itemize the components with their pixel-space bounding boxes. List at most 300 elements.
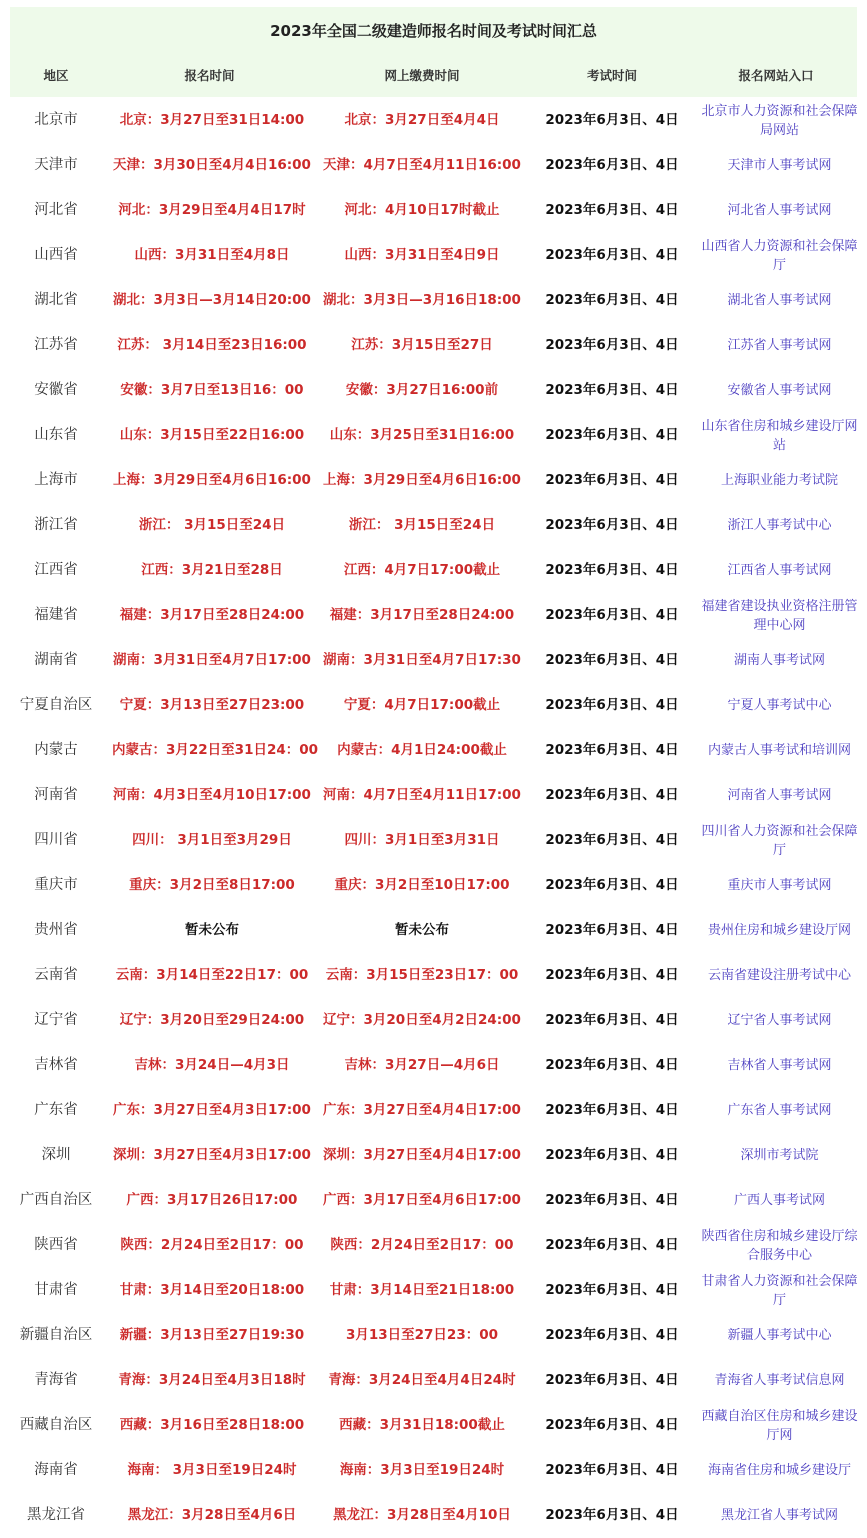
column-header-row <box>0 66 867 90</box>
exam-time-cell <box>532 98 692 143</box>
payment-time: 宁夏：4月7日17:00截止 <box>343 697 501 713</box>
exam-time-cell <box>532 1178 692 1223</box>
website-link[interactable]: 重庆市人事考试网 <box>727 878 832 893</box>
website-link[interactable]: 宁夏人事考试中心 <box>727 698 832 713</box>
website-link-cell[interactable] <box>692 1493 867 1538</box>
registration-time: 广东：3月27日至4月3日17:00 <box>113 1102 311 1118</box>
website-link-cell[interactable] <box>692 998 867 1043</box>
website-link[interactable]: 西藏自治区住房和城乡建设厅网 <box>701 1408 858 1443</box>
exam-time-cell <box>532 323 692 368</box>
payment-time-cell <box>312 773 532 818</box>
region-cell <box>0 1133 112 1178</box>
payment-time-cell <box>312 638 532 683</box>
registration-time-cell <box>112 413 312 458</box>
region-cell <box>0 548 112 593</box>
region-cell <box>0 908 112 953</box>
website-link[interactable]: 云南省建设注册考试中心 <box>707 968 851 983</box>
exam-time: 2023年6月3日、4日 <box>545 787 679 803</box>
region-name: 河南省 <box>34 787 78 803</box>
exam-time-cell <box>532 593 692 638</box>
payment-time: 广西：3月17日至4月6日17:00 <box>323 1192 521 1208</box>
payment-time: 山东：3月25日至31日16:00 <box>329 427 515 443</box>
website-link-cell[interactable] <box>692 503 867 548</box>
exam-time: 2023年6月3日、4日 <box>545 607 679 623</box>
payment-time-cell <box>312 188 532 233</box>
payment-time-cell <box>312 1133 532 1178</box>
exam-time-cell <box>532 773 692 818</box>
website-link[interactable]: 浙江人事考试中心 <box>727 518 832 533</box>
exam-time: 2023年6月3日、4日 <box>545 112 679 128</box>
payment-time-cell <box>312 323 532 368</box>
exam-time: 2023年6月3日、4日 <box>545 1462 679 1478</box>
exam-time: 2023年6月3日、4日 <box>545 1417 679 1433</box>
table-row <box>0 278 867 323</box>
schedule-table <box>0 98 867 1538</box>
website-link[interactable]: 甘肃省人力资源和社会保障厅 <box>701 1273 858 1308</box>
website-link[interactable]: 新疆人事考试中心 <box>727 1328 832 1343</box>
payment-time-cell <box>312 1088 532 1133</box>
website-link-cell[interactable] <box>692 1313 867 1358</box>
region-cell <box>0 998 112 1043</box>
region-cell <box>0 413 112 458</box>
exam-time-cell <box>532 1403 692 1448</box>
region-name: 辽宁省 <box>34 1012 78 1028</box>
table-row <box>0 818 867 863</box>
payment-time: 重庆：3月2日至10日17:00 <box>334 877 510 893</box>
website-link-cell[interactable] <box>692 593 867 638</box>
payment-time-cell <box>312 1223 532 1268</box>
website-link[interactable]: 吉林省人事考试网 <box>727 1058 832 1073</box>
payment-time: 西藏：3月31日18:00截止 <box>339 1417 505 1433</box>
region-cell <box>0 1088 112 1133</box>
payment-time-cell <box>312 593 532 638</box>
payment-time: 青海：3月24日至4月4日24时 <box>328 1372 516 1388</box>
payment-time-cell <box>312 863 532 908</box>
exam-time-cell <box>532 503 692 548</box>
region-cell <box>0 458 112 503</box>
registration-time-cell <box>112 1268 312 1313</box>
payment-time: 江西：4月7日17:00截止 <box>343 562 501 578</box>
registration-time: 海南： 3月3日至19日24时 <box>127 1462 297 1478</box>
website-link-cell[interactable] <box>692 953 867 998</box>
region-cell <box>0 953 112 998</box>
registration-time: 福建：3月17日至28日24:00 <box>119 607 305 623</box>
website-link[interactable]: 青海省人事考试信息网 <box>714 1373 845 1388</box>
exam-time-cell <box>532 683 692 728</box>
exam-time: 2023年6月3日、4日 <box>545 1147 679 1163</box>
registration-time-cell <box>112 593 312 638</box>
website-link[interactable]: 广西人事考试网 <box>733 1193 825 1208</box>
region-name: 贵州省 <box>34 922 78 938</box>
region-cell <box>0 818 112 863</box>
column-header-exam: 考试时间 <box>586 68 637 83</box>
exam-time-cell <box>532 728 692 773</box>
registration-time-cell <box>112 1493 312 1538</box>
registration-time-cell <box>112 548 312 593</box>
payment-time-cell <box>312 233 532 278</box>
payment-time: 内蒙古：4月1日24:00截止 <box>337 742 507 758</box>
table-row <box>0 998 867 1043</box>
exam-time-cell <box>532 548 692 593</box>
website-link[interactable]: 北京市人力资源和社会保障局网站 <box>701 103 858 138</box>
website-link-cell[interactable] <box>692 728 867 773</box>
website-link[interactable]: 四川省人力资源和社会保障厅 <box>701 823 858 858</box>
exam-time: 2023年6月3日、4日 <box>545 562 679 578</box>
region-name: 吉林省 <box>34 1057 78 1073</box>
table-row <box>0 593 867 638</box>
website-link[interactable]: 河北省人事考试网 <box>727 203 832 218</box>
region-cell <box>0 368 112 413</box>
registration-time: 湖南：3月31日至4月7日17:00 <box>113 652 311 668</box>
table-row <box>0 728 867 773</box>
region-cell <box>0 593 112 638</box>
website-link[interactable]: 辽宁省人事考试网 <box>727 1013 832 1028</box>
exam-time-cell <box>532 1448 692 1493</box>
table-row <box>0 1268 867 1313</box>
exam-time-cell <box>532 143 692 188</box>
website-link-cell[interactable] <box>692 98 867 143</box>
table-row <box>0 233 867 278</box>
exam-time: 2023年6月3日、4日 <box>545 337 679 353</box>
payment-time: 河北：4月10日17时截止 <box>344 202 500 218</box>
website-link-cell[interactable] <box>692 863 867 908</box>
registration-time: 江西：3月21日至28日 <box>141 562 283 578</box>
region-name: 海南省 <box>34 1462 78 1478</box>
payment-time-cell <box>312 278 532 323</box>
exam-time-cell <box>532 1043 692 1088</box>
payment-time-cell <box>312 503 532 548</box>
website-link[interactable]: 深圳市考试院 <box>740 1148 819 1163</box>
website-link-cell[interactable] <box>692 1358 867 1403</box>
exam-time-cell <box>532 1313 692 1358</box>
registration-time-cell <box>112 1178 312 1223</box>
registration-time-cell <box>112 1133 312 1178</box>
exam-time: 2023年6月3日、4日 <box>545 1282 679 1298</box>
registration-time: 山西：3月31日至4月8日 <box>134 247 290 263</box>
registration-time: 四川： 3月1日至3月29日 <box>132 832 292 848</box>
payment-time-cell <box>312 818 532 863</box>
page-title: 2023年全国二级建造师报名时间及考试时间汇总 <box>270 22 597 40</box>
region-cell <box>0 863 112 908</box>
exam-time-cell <box>532 233 692 278</box>
registration-time-cell <box>112 143 312 188</box>
website-link-cell[interactable] <box>692 323 867 368</box>
website-link[interactable]: 江苏省人事考试网 <box>727 338 832 353</box>
registration-time: 河南：4月3日至4月10日17:00 <box>113 787 311 803</box>
region-name: 新疆自治区 <box>19 1327 93 1343</box>
payment-time-cell <box>312 1358 532 1403</box>
region-cell <box>0 1043 112 1088</box>
table-row <box>0 503 867 548</box>
registration-time-cell <box>112 953 312 998</box>
table-row <box>0 143 867 188</box>
payment-time: 3月13日至27日23：00 <box>345 1327 499 1343</box>
table-row <box>0 1448 867 1493</box>
registration-time-cell <box>112 638 312 683</box>
payment-time: 浙江： 3月15日至24日 <box>348 517 496 533</box>
payment-time: 四川：3月1日至3月31日 <box>344 832 500 848</box>
registration-time-cell <box>112 233 312 278</box>
region-cell <box>0 98 112 143</box>
payment-time-cell <box>312 1313 532 1358</box>
payment-time-cell <box>312 1043 532 1088</box>
exam-time-cell <box>532 953 692 998</box>
website-link-cell[interactable] <box>692 1403 867 1448</box>
website-link-cell[interactable] <box>692 1178 867 1223</box>
payment-time-cell <box>312 1178 532 1223</box>
registration-time: 安徽：3月7日至13日16：00 <box>120 382 304 398</box>
registration-time-cell <box>112 683 312 728</box>
table-row <box>0 323 867 368</box>
registration-time: 黑龙江：3月28日至4月6日 <box>127 1507 297 1523</box>
exam-time: 2023年6月3日、4日 <box>545 1327 679 1343</box>
website-link-cell[interactable] <box>692 548 867 593</box>
website-link[interactable]: 陕西省住房和城乡建设厅综合服务中心 <box>701 1228 858 1263</box>
schedule-table-body <box>0 98 867 1538</box>
website-link-cell[interactable] <box>692 638 867 683</box>
website-link[interactable]: 江西省人事考试网 <box>727 563 832 578</box>
website-link[interactable]: 湖北省人事考试网 <box>727 293 832 308</box>
payment-time: 广东：3月27日至4月4日17:00 <box>323 1102 521 1118</box>
website-link-cell[interactable] <box>692 278 867 323</box>
region-cell <box>0 1223 112 1268</box>
payment-time-cell <box>312 1268 532 1313</box>
payment-time-cell <box>312 1448 532 1493</box>
region-name: 北京市 <box>34 112 78 128</box>
website-link-cell[interactable] <box>692 773 867 818</box>
region-cell <box>0 773 112 818</box>
website-link[interactable]: 海南省住房和城乡建设厅 <box>707 1463 851 1478</box>
exam-time: 2023年6月3日、4日 <box>545 1372 679 1388</box>
region-name: 广西自治区 <box>19 1192 93 1208</box>
column-header-region: 地区 <box>43 68 69 83</box>
registration-time: 新疆：3月13日至27日19:30 <box>119 1327 305 1343</box>
website-link[interactable]: 内蒙古人事考试和培训网 <box>707 743 851 758</box>
website-link[interactable]: 河南省人事考试网 <box>727 788 832 803</box>
region-name: 安徽省 <box>34 382 78 398</box>
registration-time-cell <box>112 1358 312 1403</box>
region-cell <box>0 188 112 233</box>
registration-time: 浙江： 3月15日至24日 <box>138 517 286 533</box>
registration-time-cell <box>112 1223 312 1268</box>
payment-time-cell <box>312 368 532 413</box>
payment-time: 陕西：2月24日至2日17：00 <box>330 1237 514 1253</box>
website-link-cell[interactable] <box>692 1133 867 1178</box>
registration-time: 江苏： 3月14日至23日16:00 <box>117 337 307 353</box>
payment-time-cell <box>312 1493 532 1538</box>
registration-time-cell <box>112 998 312 1043</box>
registration-time: 山东：3月15日至22日16:00 <box>119 427 305 443</box>
registration-time: 重庆：3月2日至8日17:00 <box>129 877 295 893</box>
registration-time-cell <box>112 1088 312 1133</box>
website-link[interactable]: 天津市人事考试网 <box>727 158 832 173</box>
table-row <box>0 1133 867 1178</box>
region-name: 西藏自治区 <box>19 1417 93 1433</box>
website-link[interactable]: 福建省建设执业资格注册管理中心网 <box>701 598 858 633</box>
website-link-cell[interactable] <box>692 1223 867 1268</box>
payment-time-cell <box>312 1403 532 1448</box>
table-row <box>0 1493 867 1538</box>
website-link[interactable]: 黑龙江省人事考试网 <box>720 1508 838 1523</box>
table-row <box>0 1403 867 1448</box>
website-link[interactable]: 安徽省人事考试网 <box>727 383 832 398</box>
region-cell <box>0 1178 112 1223</box>
table-row <box>0 413 867 458</box>
exam-time: 2023年6月3日、4日 <box>545 967 679 983</box>
website-link-cell[interactable] <box>692 143 867 188</box>
region-name: 山东省 <box>34 427 78 443</box>
table-row <box>0 683 867 728</box>
exam-time: 2023年6月3日、4日 <box>545 742 679 758</box>
website-link[interactable]: 广东省人事考试网 <box>727 1103 832 1118</box>
exam-time-cell <box>532 1493 692 1538</box>
table-row <box>0 1178 867 1223</box>
exam-time: 2023年6月3日、4日 <box>545 202 679 218</box>
website-link-cell[interactable] <box>692 1448 867 1493</box>
website-link-cell[interactable] <box>692 1088 867 1133</box>
region-name: 湖南省 <box>34 652 78 668</box>
website-link[interactable]: 上海职业能力考试院 <box>720 473 838 488</box>
website-link-cell[interactable] <box>692 1043 867 1088</box>
registration-time-cell <box>112 368 312 413</box>
registration-time: 天津：3月30日至4月4日16:00 <box>113 157 311 173</box>
registration-time-cell <box>112 503 312 548</box>
table-row <box>0 368 867 413</box>
column-header-payment: 网上缴费时间 <box>384 68 460 83</box>
exam-time-cell <box>532 818 692 863</box>
website-link-cell[interactable] <box>692 413 867 458</box>
exam-time: 2023年6月3日、4日 <box>545 697 679 713</box>
exam-time: 2023年6月3日、4日 <box>545 1237 679 1253</box>
website-link[interactable]: 湖南人事考试网 <box>733 653 825 668</box>
website-link-cell[interactable] <box>692 458 867 503</box>
payment-time: 暂未公布 <box>395 922 449 938</box>
website-link-cell[interactable] <box>692 908 867 953</box>
region-name: 青海省 <box>34 1372 78 1388</box>
column-header-website: 报名网站入口 <box>738 68 814 83</box>
region-cell <box>0 683 112 728</box>
registration-time: 云南：3月14日至22日17：00 <box>115 967 309 983</box>
website-link-cell[interactable] <box>692 1268 867 1313</box>
region-name: 深圳 <box>41 1147 71 1163</box>
exam-time: 2023年6月3日、4日 <box>545 247 679 263</box>
exam-time: 2023年6月3日、4日 <box>545 382 679 398</box>
region-name: 云南省 <box>34 967 78 983</box>
registration-time-cell <box>112 728 319 773</box>
table-row <box>0 98 867 143</box>
payment-time-cell <box>312 98 532 143</box>
website-link-cell[interactable] <box>692 368 867 413</box>
payment-time: 深圳：3月27日至4月4日17:00 <box>323 1147 521 1163</box>
region-name: 上海市 <box>34 472 78 488</box>
region-cell <box>0 1313 112 1358</box>
region-cell <box>0 503 112 548</box>
registration-time-cell <box>112 1043 312 1088</box>
registration-time-cell <box>112 278 312 323</box>
table-row <box>0 1358 867 1403</box>
registration-time: 陕西：2月24日至2日17：00 <box>120 1237 304 1253</box>
exam-time: 2023年6月3日、4日 <box>545 427 679 443</box>
payment-time: 安徽：3月27日16:00前 <box>345 382 499 398</box>
exam-time-cell <box>532 908 692 953</box>
website-link[interactable]: 山西省人力资源和社会保障厅 <box>701 238 858 273</box>
website-link[interactable]: 山东省住房和城乡建设厅网站 <box>701 418 858 453</box>
region-cell <box>0 1358 112 1403</box>
registration-time: 甘肃：3月14日至20日18:00 <box>119 1282 305 1298</box>
payment-time-cell <box>312 728 532 773</box>
website-link-cell[interactable] <box>692 233 867 278</box>
website-link[interactable]: 贵州住房和城乡建设厅网 <box>707 923 851 938</box>
region-name: 福建省 <box>34 607 78 623</box>
website-link-cell[interactable] <box>692 683 867 728</box>
exam-time: 2023年6月3日、4日 <box>545 472 679 488</box>
website-link-cell[interactable] <box>692 818 867 863</box>
region-name: 湖北省 <box>34 292 78 308</box>
exam-time: 2023年6月3日、4日 <box>545 1012 679 1028</box>
payment-time: 甘肃：3月14日至21日18:00 <box>329 1282 515 1298</box>
payment-time: 山西：3月31日至4日9日 <box>344 247 500 263</box>
registration-time-cell <box>112 818 312 863</box>
registration-time: 宁夏：3月13日至27日23:00 <box>119 697 305 713</box>
exam-time-cell <box>532 413 692 458</box>
exam-time: 2023年6月3日、4日 <box>545 157 679 173</box>
table-row <box>0 1088 867 1133</box>
payment-time-cell <box>312 413 532 458</box>
payment-time: 江苏：3月15日至27日 <box>351 337 493 353</box>
website-link-cell[interactable] <box>692 188 867 233</box>
region-cell <box>0 278 112 323</box>
payment-time: 海南：3月3日至19日24时 <box>339 1462 505 1478</box>
exam-time: 2023年6月3日、4日 <box>545 1102 679 1118</box>
registration-time: 暂未公布 <box>185 922 239 938</box>
region-name: 内蒙古 <box>34 742 78 758</box>
payment-time: 湖北：3月3日—3月16日18:00 <box>323 292 521 308</box>
table-row <box>0 188 867 233</box>
region-name: 广东省 <box>34 1102 78 1118</box>
region-name: 江西省 <box>34 562 78 578</box>
exam-time-cell <box>532 1223 692 1268</box>
exam-time: 2023年6月3日、4日 <box>545 292 679 308</box>
region-name: 重庆市 <box>34 877 78 893</box>
exam-time: 2023年6月3日、4日 <box>545 517 679 533</box>
payment-time-cell <box>312 908 532 953</box>
payment-time-cell <box>312 143 532 188</box>
exam-time-cell <box>532 1268 692 1313</box>
table-row <box>0 908 867 953</box>
table-row <box>0 1043 867 1088</box>
exam-time: 2023年6月3日、4日 <box>545 1507 679 1523</box>
payment-time-cell <box>312 998 532 1043</box>
exam-time-cell <box>532 188 692 233</box>
exam-time-cell <box>532 638 692 683</box>
registration-time: 广西：3月17日26日17:00 <box>126 1192 298 1208</box>
exam-time: 2023年6月3日、4日 <box>545 877 679 893</box>
exam-time-cell <box>532 1133 692 1178</box>
exam-time-cell <box>532 458 692 503</box>
registration-time-cell <box>112 323 312 368</box>
column-header-registration: 报名时间 <box>184 68 235 83</box>
region-cell <box>0 143 112 188</box>
payment-time-cell <box>312 458 532 503</box>
registration-time: 西藏：3月16日至28日18:00 <box>119 1417 305 1433</box>
region-name: 江苏省 <box>34 337 78 353</box>
registration-time-cell <box>112 863 312 908</box>
region-name: 甘肃省 <box>34 1282 78 1298</box>
registration-time: 吉林：3月24日—4月3日 <box>134 1057 290 1073</box>
payment-time: 湖南：3月31日至4月7日17:30 <box>323 652 521 668</box>
payment-time: 辽宁：3月20日至4月2日24:00 <box>323 1012 521 1028</box>
registration-time-cell <box>112 908 312 953</box>
